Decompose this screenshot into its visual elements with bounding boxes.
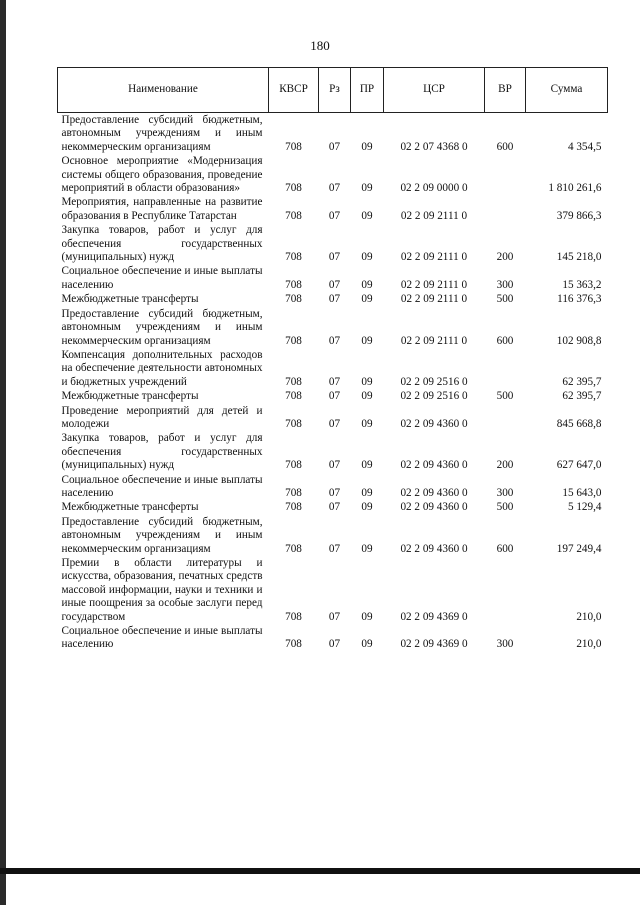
cell-kvsr: 708 (285, 638, 302, 651)
cell-kvsr: 708 (285, 459, 302, 472)
cell-pr: 09 (361, 334, 373, 347)
cell-name: Предоставление субсидий бюджетным, автономным учреждениям и иным некоммерческим организациям (61, 515, 263, 555)
cell-pr: 09 (361, 278, 373, 291)
cell-csr: 02 2 09 2111 0 (400, 278, 468, 291)
cell-sum: 62 395,7 (562, 375, 602, 388)
cell-kvsr: 708 (285, 417, 302, 430)
cell-sum: 102 908,8 (556, 334, 602, 347)
cell-rz: 07 (328, 501, 341, 514)
table-row (58, 515, 608, 556)
cell-rz: 07 (328, 610, 341, 623)
cell-pr: 09 (361, 251, 373, 264)
cell-rz: 07 (328, 251, 341, 264)
cell-rz: 07 (328, 542, 341, 555)
cell-sum: 845 668,8 (556, 417, 602, 430)
cell-kvsr: 708 (285, 140, 302, 153)
cell-name: Проведение мероприятий для детей и молодежи (61, 404, 263, 430)
cell-rz: 07 (328, 375, 341, 388)
header-pr: ПР (351, 68, 384, 113)
cell-name: Компенсация дополнительных расходов на обеспечение деятельности автономных и бюджетных учреждений (61, 348, 263, 388)
cell-pr: 09 (361, 459, 373, 472)
cell-pr: 09 (361, 417, 373, 430)
table-row (58, 556, 608, 624)
cell-vr: 200 (496, 459, 514, 472)
cell-pr: 09 (361, 486, 373, 499)
cell-vr (485, 195, 526, 223)
cell-rz: 07 (328, 140, 341, 153)
cell-name: Межбюджетные трансферты (61, 501, 199, 514)
cell-rz: 07 (328, 334, 341, 347)
cell-name: Мероприятия, направленные на развитие образования в Республике Татарстан (61, 196, 263, 222)
cell-kvsr: 708 (285, 334, 302, 347)
cell-csr: 02 2 09 4369 0 (400, 638, 468, 651)
cell-name: Социальное обеспечение и иные выплаты населению (61, 265, 263, 291)
cell-rz: 07 (328, 293, 341, 306)
cell-sum: 145 218,0 (556, 251, 602, 264)
cell-csr: 02 2 09 4360 0 (400, 417, 468, 430)
cell-vr: 500 (496, 293, 514, 306)
cell-kvsr: 708 (285, 293, 302, 306)
cell-vr: 300 (496, 638, 514, 651)
cell-pr: 09 (361, 610, 373, 623)
cell-sum: 1 810 261,6 (548, 182, 602, 195)
header-sum: Сумма (526, 68, 608, 113)
cell-pr: 09 (361, 182, 373, 195)
table-row (58, 404, 608, 432)
cell-pr: 09 (361, 375, 373, 388)
cell-name: Закупка товаров, работ и услуг для обеспечения государственных (муниципальных) нужд (61, 432, 263, 472)
cell-pr: 09 (361, 209, 373, 222)
table-row (58, 113, 608, 155)
cell-pr: 09 (361, 542, 373, 555)
table-row (58, 389, 608, 403)
cell-sum: 210,0 (576, 610, 602, 623)
cell-name: Основное мероприятие «Модернизация системы общего образования, проведение мероприятий в области образования» (61, 155, 263, 195)
cell-kvsr: 708 (285, 486, 302, 499)
cell-kvsr: 708 (285, 390, 302, 403)
cell-vr (485, 154, 526, 195)
cell-kvsr: 708 (285, 501, 302, 514)
cell-vr: 600 (496, 542, 514, 555)
cell-rz: 07 (328, 638, 341, 651)
cell-pr: 09 (361, 293, 373, 306)
cell-csr: 02 2 09 2516 0 (400, 390, 468, 403)
scan-edge-left (0, 0, 6, 905)
cell-sum: 379 866,3 (556, 209, 602, 222)
cell-kvsr: 708 (285, 182, 302, 195)
cell-name: Предоставление субсидий бюджетным, автономным учреждениям и иным некоммерческим организациям (61, 307, 263, 347)
cell-csr: 02 2 09 2111 0 (400, 251, 468, 264)
table-row (58, 473, 608, 501)
header-csr: ЦСР (384, 68, 485, 113)
cell-vr: 500 (496, 390, 514, 403)
cell-vr (485, 556, 526, 624)
cell-pr: 09 (361, 501, 373, 514)
scan-edge-bottom (0, 868, 640, 874)
budget-table (57, 67, 608, 652)
header-name: Наименование (58, 68, 269, 113)
cell-name: Социальное обеспечение и иные выплаты населению (61, 625, 263, 651)
header-kvsr: КВСР (269, 68, 319, 113)
cell-name: Премии в области литературы и искусства, образования, печатных средств массовой информации, науки и техники и иные поощрения за особые заслуги перед государством (61, 557, 263, 623)
table-row (58, 431, 608, 472)
table-row (58, 500, 608, 514)
table-row (58, 624, 608, 652)
cell-csr: 02 2 07 4368 0 (400, 140, 468, 153)
cell-name: Социальное обеспечение и иные выплаты населению (61, 473, 263, 499)
cell-vr: 600 (496, 140, 514, 153)
cell-rz: 07 (328, 209, 341, 222)
cell-csr: 02 2 09 4360 0 (400, 486, 468, 499)
cell-sum: 62 395,7 (562, 390, 602, 403)
page-number: 180 (310, 38, 330, 53)
cell-csr: 02 2 09 2111 0 (400, 334, 468, 347)
cell-rz: 07 (328, 390, 341, 403)
cell-csr: 02 2 09 0000 0 (400, 182, 468, 195)
table-row (58, 154, 608, 195)
cell-sum: 210,0 (576, 638, 602, 651)
cell-csr: 02 2 09 4360 0 (400, 459, 468, 472)
cell-rz: 07 (328, 278, 341, 291)
cell-csr: 02 2 09 2111 0 (400, 293, 468, 306)
cell-vr: 300 (496, 278, 514, 291)
cell-kvsr: 708 (285, 209, 302, 222)
cell-vr (485, 348, 526, 389)
cell-sum: 197 249,4 (556, 542, 602, 555)
table-row (58, 307, 608, 348)
cell-pr: 09 (361, 140, 373, 153)
table-row (58, 292, 608, 306)
cell-vr: 600 (496, 334, 514, 347)
table-row (58, 348, 608, 389)
cell-kvsr: 708 (285, 278, 302, 291)
cell-csr: 02 2 09 2111 0 (400, 209, 468, 222)
cell-vr (485, 404, 526, 432)
cell-pr: 09 (361, 638, 373, 651)
cell-kvsr: 708 (285, 542, 302, 555)
cell-sum: 4 354,5 (567, 140, 602, 153)
cell-vr: 200 (496, 251, 514, 264)
cell-sum: 116 376,3 (557, 293, 602, 306)
cell-sum: 627 647,0 (556, 459, 602, 472)
cell-kvsr: 708 (285, 375, 302, 388)
cell-rz: 07 (328, 417, 341, 430)
cell-sum: 5 129,4 (567, 501, 602, 514)
table-row (58, 223, 608, 264)
cell-vr: 300 (496, 486, 514, 499)
cell-sum: 15 363,2 (562, 278, 602, 291)
cell-name: Межбюджетные трансферты (61, 390, 199, 403)
cell-rz: 07 (328, 459, 341, 472)
table-header-row (58, 68, 608, 113)
table-row (58, 195, 608, 223)
cell-name: Предоставление субсидий бюджетным, автономным учреждениям и иным некоммерческим организациям (61, 114, 263, 153)
header-rz: Рз (319, 68, 351, 113)
header-vr: ВР (485, 68, 526, 113)
cell-csr: 02 2 09 2516 0 (400, 375, 468, 388)
cell-csr: 02 2 09 4360 0 (400, 542, 468, 555)
cell-vr: 500 (496, 501, 514, 514)
cell-csr: 02 2 09 4369 0 (400, 610, 468, 623)
cell-kvsr: 708 (285, 251, 302, 264)
cell-rz: 07 (328, 182, 341, 195)
cell-rz: 07 (328, 486, 341, 499)
cell-kvsr: 708 (285, 610, 302, 623)
table-row (58, 264, 608, 292)
cell-sum: 15 643,0 (562, 486, 602, 499)
cell-pr: 09 (361, 390, 373, 403)
cell-name: Закупка товаров, работ и услуг для обеспечения государственных (муниципальных) нужд (61, 224, 263, 264)
cell-csr: 02 2 09 4360 0 (400, 501, 468, 514)
cell-name: Межбюджетные трансферты (61, 293, 199, 306)
